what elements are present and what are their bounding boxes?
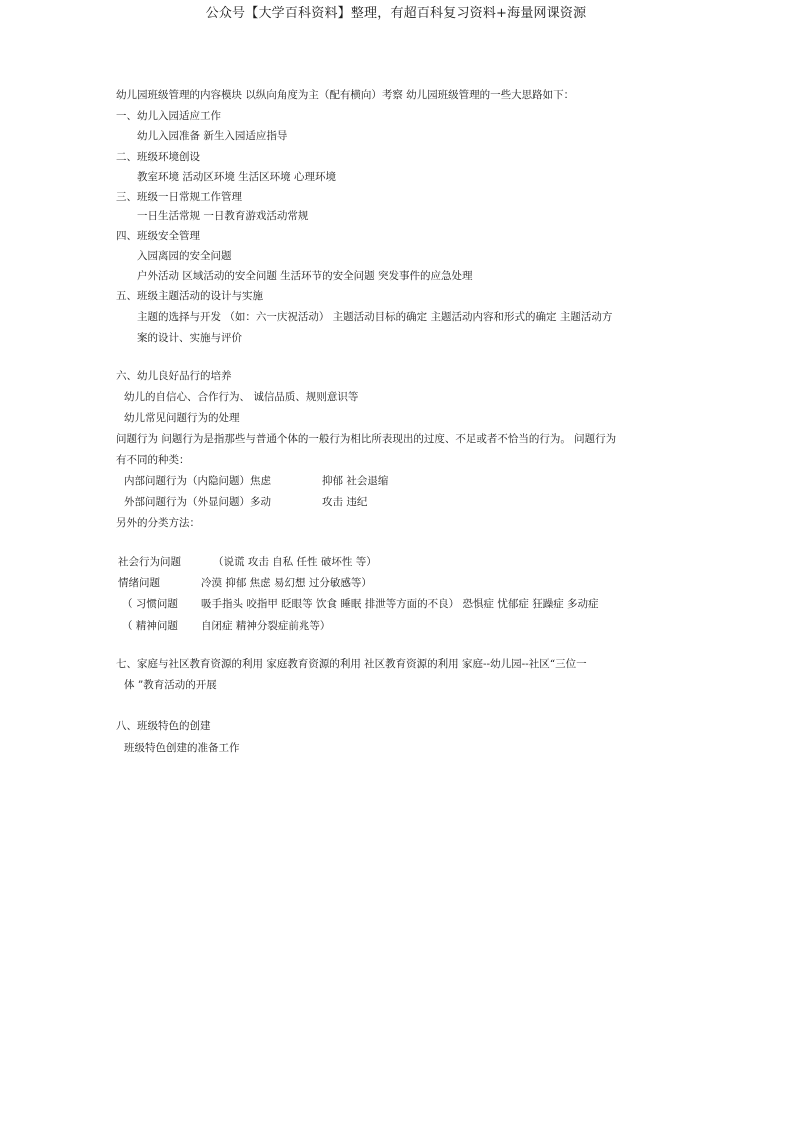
outer-behavior-label: 外部问题行为（外显问题）多动: [124, 496, 271, 508]
section-6-text-2: 幼儿常见问题行为的处理: [124, 412, 240, 424]
section-6-text-4: 有不同的种类：: [116, 454, 190, 466]
outer-behavior-items: 攻击 违纪: [322, 496, 368, 508]
section-6-text-3: 问题行为 问题行为是指那些与普通个体的一般行为相比所表现出的过度、不足或者不恰当的行为。 问题行为: [116, 433, 617, 445]
section-2-text: 教室环境 活动区环境 生活区环境 心理环境: [137, 171, 337, 183]
section-5-title: 五、班级主题活动的设计与实施: [116, 290, 263, 302]
inner-behavior-label: 内部问题行为（内隐问题）焦虑: [124, 475, 271, 487]
section-4-text-1: 入园离园的安全问题: [137, 250, 232, 262]
row-habit-items: 吸手指头 咬指甲 眨眼等 饮食 睡眠 排泄等方面的不良） 恐惧症 忧郁症 狂躁症 多动症: [201, 598, 599, 610]
section-3-text: 一日生活常规 一日教育游戏活动常规: [137, 210, 309, 222]
section-2-title: 二、班级环境创设: [116, 151, 200, 163]
page-header: 公众号【大学百科资料】整理，有超百科复习资料+海量网课资源: [205, 6, 587, 21]
inner-behavior-items: 抑郁 社会退缩: [322, 475, 389, 487]
row-emotion-label: 情绪问题: [118, 577, 160, 589]
section-4-title: 四、班级安全管理: [116, 230, 200, 242]
section-6-text-1: 幼儿的自信心、合作行为、 诚信品质、规则意识等: [124, 391, 359, 403]
intro-text: 幼儿园班级管理的内容模块 以纵向角度为主（配有横向）考察 幼儿园班级管理的一些大思路如下：: [116, 89, 575, 101]
row-habit-label: （ 习惯问题: [122, 598, 178, 610]
section-8-text: 班级特色创建的准备工作: [124, 742, 240, 754]
section-5-text-1: 主题的选择与开发 （如：六一庆祝活动） 主题活动目标的确定 主题活动内容和形式的确定 主题活动方: [137, 311, 613, 323]
section-5-text-2: 案的设计、实施与评价: [137, 332, 242, 344]
section-1-title: 一、幼儿入园适应工作: [116, 110, 221, 122]
row-social-label: 社会行为问题: [118, 556, 181, 568]
other-classification: 另外的分类方法：: [116, 517, 200, 529]
row-emotion-items: 冷漠 抑郁 焦虑 易幻想 过分敏感等）: [201, 577, 372, 589]
section-6-title: 六、幼儿良好品行的培养: [116, 370, 232, 382]
row-mental-label: （ 精神问题: [122, 620, 178, 632]
row-social-items: （说谎 攻击 自私 任性 破坏性 等）: [213, 556, 377, 568]
section-4-text-2: 户外活动 区域活动的安全问题 生活环节的安全问题 突发事件的应急处理: [137, 270, 473, 282]
section-3-title: 三、班级一日常规工作管理: [116, 191, 242, 203]
row-mental-items: 自闭症 精神分裂症前兆等）: [201, 620, 331, 632]
section-8-title: 八、班级特色的创建: [116, 720, 211, 732]
section-7-text-1: 七、家庭与社区教育资源的利用 家庭教育资源的利用 社区教育资源的利用 家庭--幼儿园--社区“三位一: [116, 658, 587, 670]
section-7-text-2: 体 ”教育活动的开展: [124, 679, 217, 691]
section-1-text: 幼儿入园准备 新生入园适应指导: [137, 130, 288, 142]
